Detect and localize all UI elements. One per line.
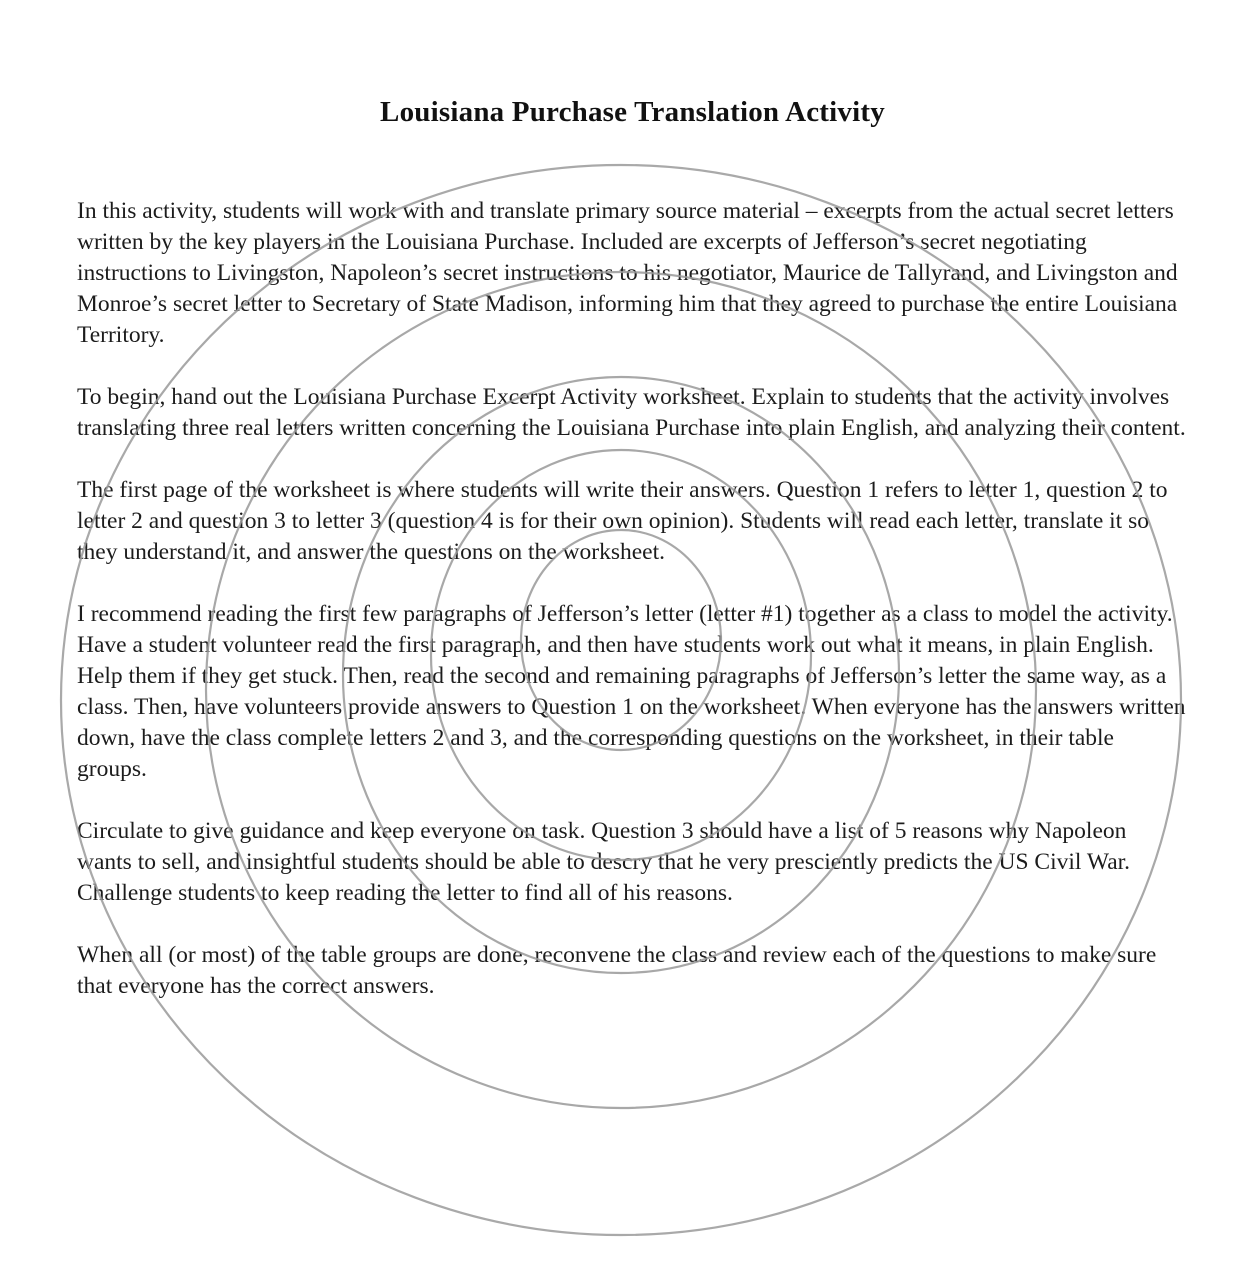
paragraph-to-begin: To begin, hand out the Louisiana Purchase Excerpt Activity worksheet. Explain to students that the activity involves translating three real letters written concerning the Louisiana Purchase into plain English, and analyzing their content. [77,384,1186,441]
paragraph-worksheet: The first page of the worksheet is where students will write their answers. Question 1 refers to letter 1, question 2 to letter 2 and question 3 to letter 3 (question 4 is for their own opinion). Students will read each letter, translate it so they understand it, and answer the questions on the worksheet. [77,477,1168,565]
document-title: Louisiana Purchase Translation Activity [380,96,885,128]
paragraph-circulate: Circulate to give guidance and keep everyone on task. Question 3 should have a list of 5 reasons why Napoleon wants to sell, and insightful students should be able to descry that he very presciently predicts the US Civil War. Challenge students to keep reading the letter to find all of his reasons. [77,818,1131,906]
paragraph-recommend: I recommend reading the first few paragraphs of Jefferson’s letter (letter #1) together as a class to model the activity. Have a student volunteer read the first paragraph, and then have students work out what it means, in plain English. Help them if they get stuck. Then, read the second and remaining paragraphs of Jefferson’s letter the same way, as a class. Then, have volunteers provide answers to Question 1 on the worksheet. When everyone has the answers written down, have the class complete letters 2 and 3, and the corresponding questions on the worksheet, in their table groups. [77,601,1186,782]
paragraph-reconvene: When all (or most) of the table groups are done, reconvene the class and review each of the questions to make sure that everyone has the correct answers. [77,942,1157,999]
document-body [77,196,1187,1033]
paragraph-intro: In this activity, students will work with and translate primary source material – excerpts from the actual secret letters written by the key players in the Louisiana Purchase. Included are excerpts of Jefferson’s secret negotiating instructions to Livingston, Napoleon’s secret instructions to his negotiator, Maurice de Tallyrand, and Livingston and Monroe’s secret letter to Secretary of State Madison, informing him that they agreed to purchase the entire Louisiana Territory. [77,198,1178,348]
